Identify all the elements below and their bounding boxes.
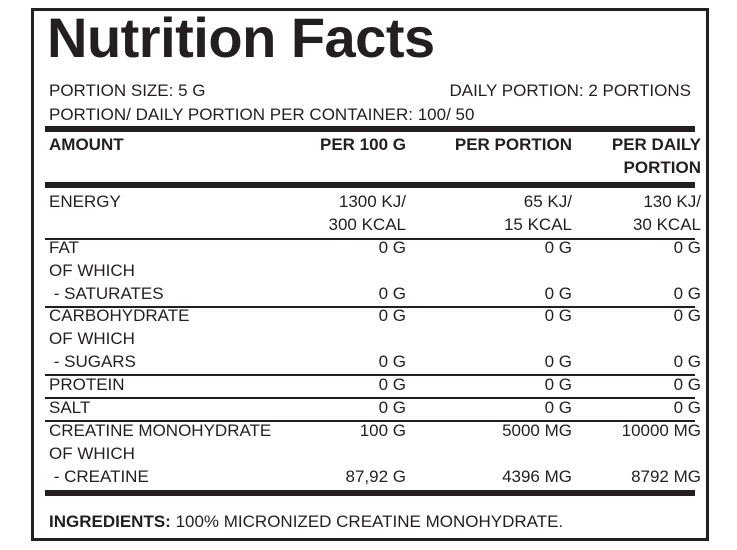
row-divider	[45, 238, 695, 240]
nutrition-label	[31, 8, 709, 541]
salt-per100: 0 G	[378, 398, 406, 417]
fat-portion: 0 G	[544, 238, 572, 257]
creatine-monohydrate-daily: 10000 MG	[621, 421, 701, 440]
salt-portion: 0 G	[544, 398, 572, 417]
creatine-daily: 8792 MG	[631, 467, 701, 486]
row-label-energy: ENERGY	[49, 192, 121, 211]
sugars-daily: 0 G	[673, 352, 701, 371]
carbohydrate-portion: 0 G	[544, 306, 572, 325]
fat-per100: 0 G	[378, 238, 406, 257]
protein-portion: 0 G	[544, 375, 572, 394]
row-label-fat-of-which: OF WHICH	[49, 261, 135, 280]
fat-daily: 0 G	[673, 238, 701, 257]
per-container: PORTION/ DAILY PORTION PER CONTAINER: 100/ 50	[49, 105, 475, 124]
row-label-fat: FAT	[49, 238, 79, 257]
carbohydrate-daily: 0 G	[673, 306, 701, 325]
header-per-daily-line1: PER DAILY	[611, 135, 701, 154]
thick-divider	[45, 182, 695, 188]
saturates-portion: 0 G	[544, 284, 572, 303]
saturates-daily: 0 G	[673, 284, 701, 303]
header-amount: AMOUNT	[49, 135, 124, 154]
protein-per100: 0 G	[378, 375, 406, 394]
creatine-portion: 4396 MG	[502, 467, 572, 486]
thick-divider	[45, 126, 695, 132]
header-per-daily-line2: PORTION	[623, 158, 701, 177]
sugars-portion: 0 G	[544, 352, 572, 371]
creatine-monohydrate-per100: 100 G	[359, 421, 406, 440]
energy-daily-kcal: 30 KCAL	[632, 215, 701, 234]
ingredients-text: 100% MICRONIZED CREATINE MONOHYDRATE.	[170, 512, 564, 531]
energy-per100-kcal: 300 KCAL	[328, 215, 406, 234]
sugars-per100: 0 G	[378, 352, 406, 371]
energy-portion-kj: 65 KJ/	[523, 192, 572, 211]
row-label-carb-of-which: OF WHICH	[49, 329, 135, 348]
protein-daily: 0 G	[673, 375, 701, 394]
row-divider	[45, 397, 695, 399]
header-per-portion: PER PORTION	[454, 135, 572, 154]
ingredients-label: INGREDIENTS:	[49, 512, 171, 531]
row-divider	[45, 374, 695, 376]
energy-portion-kcal: 15 KCAL	[503, 215, 572, 234]
daily-portion: DAILY PORTION: 2 PORTIONS	[449, 81, 691, 100]
energy-per100-kj: 1300 KJ/	[338, 192, 406, 211]
row-label-saturates: - SATURATES	[49, 284, 164, 303]
header-per-100g: PER 100 G	[320, 135, 406, 154]
saturates-per100: 0 G	[378, 284, 406, 303]
row-label-sugars: - SUGARS	[49, 352, 136, 371]
portion-size: PORTION SIZE: 5 G	[49, 81, 206, 100]
creatine-monohydrate-portion: 5000 MG	[502, 421, 572, 440]
label-title: Nutrition Facts	[47, 6, 435, 69]
creatine-per100: 87,92 G	[345, 467, 406, 486]
energy-daily-kj: 130 KJ/	[643, 192, 701, 211]
row-label-salt: SALT	[49, 398, 91, 417]
row-label-creatine-of-which: OF WHICH	[49, 444, 135, 463]
salt-daily: 0 G	[673, 398, 701, 417]
ingredients-line	[49, 512, 563, 532]
row-label-protein: PROTEIN	[49, 375, 125, 394]
thick-divider	[45, 490, 695, 496]
row-label-carbohydrate: CARBOHYDRATE	[49, 306, 190, 325]
row-label-creatine-monohydrate: CREATINE MONOHYDRATE	[49, 421, 272, 440]
row-label-creatine: - CREATINE	[49, 467, 149, 486]
carbohydrate-per100: 0 G	[378, 306, 406, 325]
